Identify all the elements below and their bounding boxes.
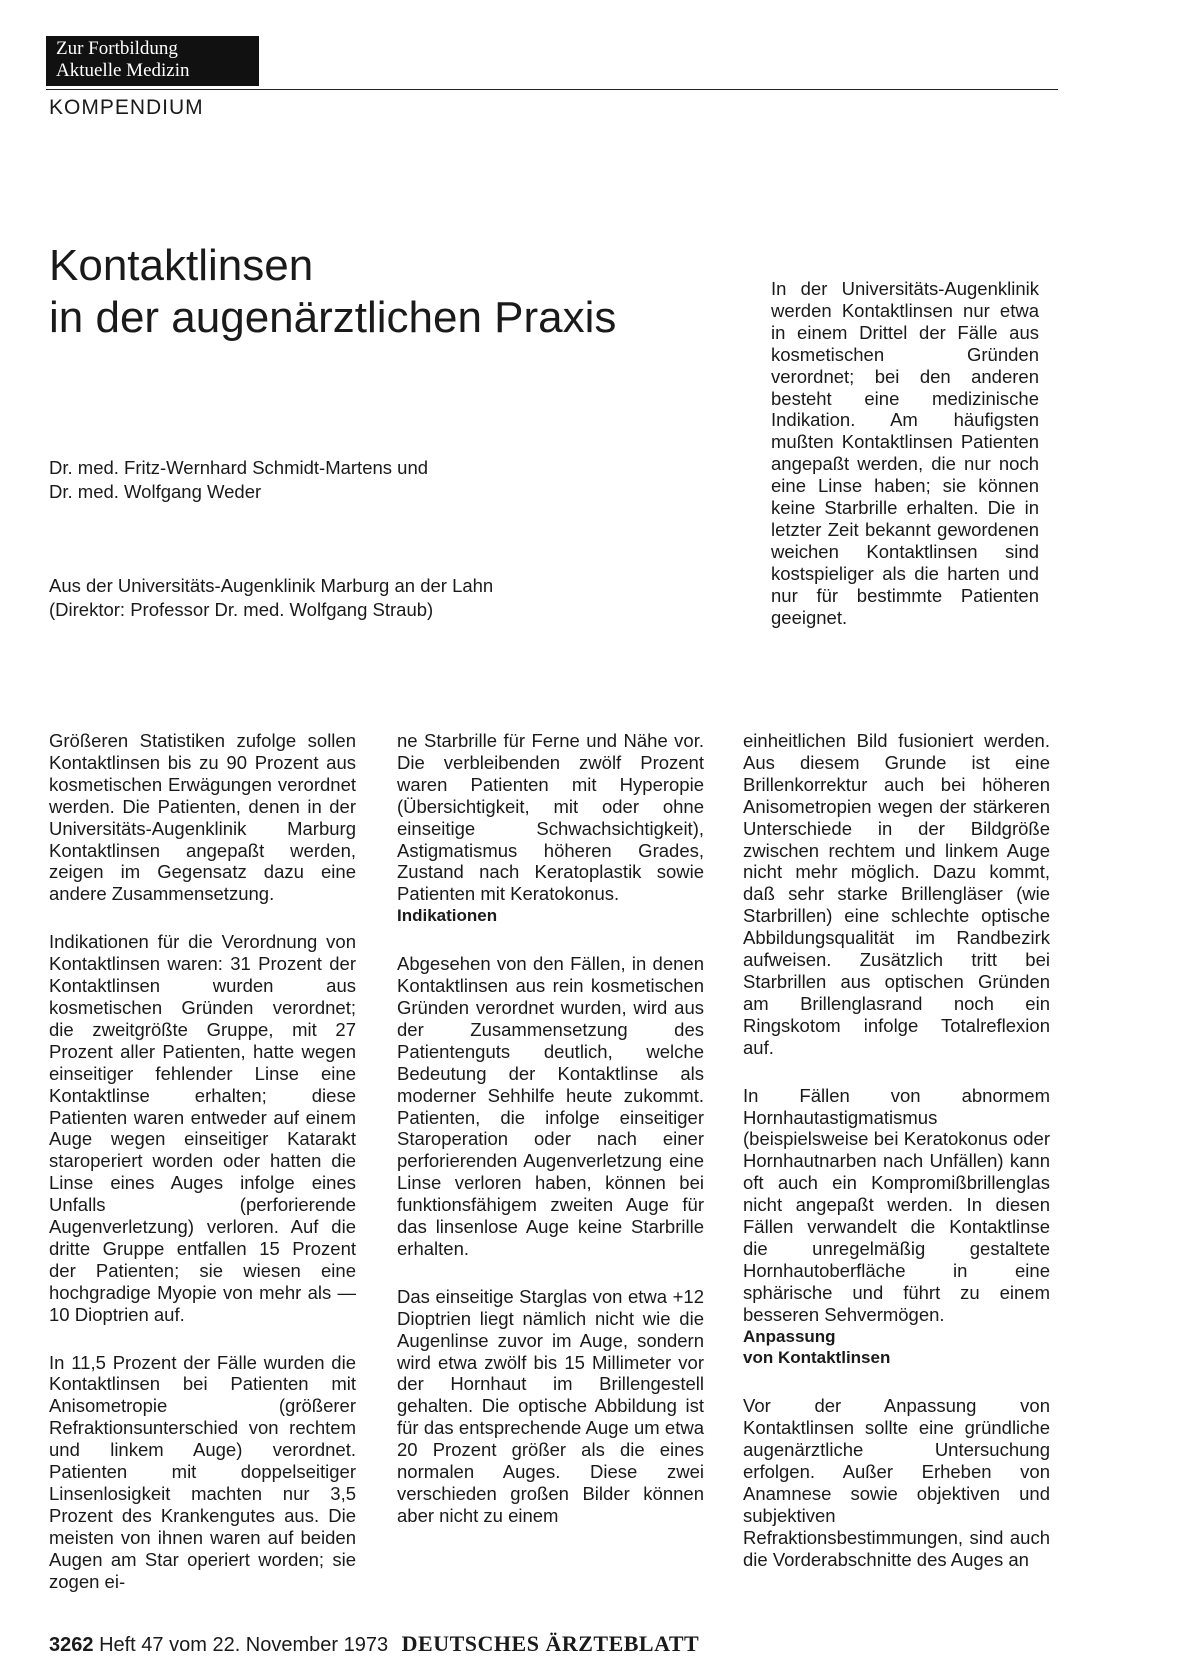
body-column-2 bbox=[397, 730, 704, 1527]
affiliation-line-1: Aus der Universitäts-Augenklinik Marburg an der Lahn bbox=[49, 575, 494, 596]
paragraph: In Fällen von abnormem Hornhautastigmatismus (beispielsweise bei Keratokonus oder Hornhautnarben nach Unfällen) kann oft auch ein Kompromißbrillenglas nicht angepaßt werden. In diesen Fällen verwandelt die Kontaktlinse die unregelmäßig gestaltete Hornhautoberfläche in eine sphärische und führt zu einem besseren Sehvermögen. bbox=[743, 1084, 1050, 1325]
page-footer bbox=[49, 1631, 699, 1657]
paragraph: In 11,5 Prozent der Fälle wurden die Kontaktlinsen bei Patienten mit Anisometropie (größerer Refraktionsunterschied von rechtem und linkem Auge) verordnet. Patienten mit doppelseitiger Linsenlosigkeit machten nur 3,5 Prozent des Krankengutes aus. Die meisten von ihnen waren auf beiden Augen am Star operiert worden; sie zogen ei- bbox=[49, 1351, 356, 1592]
page-number: 3262 bbox=[49, 1634, 94, 1656]
paragraph: einheitlichen Bild fusioniert werden. Aus diesem Grunde ist eine Brillenkorrektur auch bei höheren Anisometropien wegen der stärkeren Unterschiede in der Bildgröße zwischen rechtem und linkem Auge nicht mehr möglich. Dazu kommt, daß sehr starke Brillengläser (wie Starbrillen) eine schlechte optische Abbildungsqualität im Randbezirk aufweisen. Zusätzlich tritt bei Starbrillen aus optischen Gründen am Brillenglasrand noch ein Ringskotom infolge Totalreflexion auf. bbox=[743, 730, 1050, 1058]
label-line-2: Aktuelle Medizin bbox=[56, 60, 190, 81]
journal-name: DEUTSCHES ÄRZTEBLATT bbox=[401, 1631, 700, 1656]
abstract: In der Universitäts-Augenklinik werden Kontaktlinsen nur etwa in einem Drittel der Fälle aus kosmetischen Gründen verordnet; bei den anderen besteht eine medizinische Indikation. Am häufigsten mußten Kontaktlinsen Patienten angepaßt werden, die nur noch eine Linse haben; sie können keine Starbrille erhalten. Die in letzter Zeit bekannt gewordenen weichen Kontaktlinsen sind kostspieliger als die harten und nur für bestimmte Patienten geeignet. bbox=[771, 278, 1039, 628]
paragraph: ne Starbrille für Ferne und Nähe vor. Die verbleibenden zwölf Prozent waren Patienten mit Hyperopie (Übersichtigkeit, mit oder ohne einseitige Schwachsichtigkeit), Astigmatismus höheren Grades, Zustand nach Keratoplastik sowie Patienten mit Keratokonus. bbox=[397, 730, 704, 905]
article-title bbox=[49, 240, 616, 344]
header-divider bbox=[46, 89, 1058, 90]
author-line-2: Dr. med. Wolfgang Weder bbox=[49, 481, 262, 502]
affiliation-line-2: (Direktor: Professor Dr. med. Wolfgang Straub) bbox=[49, 599, 434, 620]
subheading-line-1: Anpassung bbox=[743, 1326, 836, 1346]
subheading-indikationen: Indikationen bbox=[397, 906, 498, 926]
subheading-line-2: von Kontaktlinsen bbox=[743, 1348, 891, 1368]
paragraph: Indikationen für die Verordnung von Kontaktlinsen waren: 31 Prozent der Kontaktlinsen wurden aus kosmetischen Gründen verordnet; die zweitgrößte Gruppe, mit 27 Prozent aller Patienten, hatte wegen einseitiger fehlender Linse eine Kontaktlinse erhalten; diese Patienten waren entweder auf einem Auge wegen einseitiger Katarakt staroperiert worden oder hatten die Linse eines Auges infolge eines Unfalls (perforierende Augenverletzung) verloren. Auf die dritte Gruppe entfallen 15 Prozent der Patienten; sie wiesen eine hochgradige Myopie von mehr als —10 Dioptrien auf. bbox=[49, 931, 356, 1325]
paragraph: Vor der Anpassung von Kontaktlinsen sollte eine gründliche augenärztliche Untersuchung erfolgen. Außer Erheben von Anamnese sowie objektiven und subjektiven Refraktionsbestimmungen, sind auch die Vorderabschnitte des Auges an bbox=[743, 1395, 1050, 1570]
title-line-2: in der augenärztlichen Praxis bbox=[49, 293, 617, 342]
subheading-anpassung bbox=[743, 1326, 1050, 1370]
label-line-1: Zur Fortbildung bbox=[56, 38, 178, 59]
issue-info: Heft 47 vom 22. November 1973 bbox=[99, 1634, 389, 1656]
paragraph: Das einseitige Starglas von etwa +12 Dioptrien liegt nämlich nicht wie die Augenlinse zuvor im Auge, sondern wird etwa zwölf bis 15 Millimeter vor der Hornhaut im Brillengestell gehalten. Die optische Abbildung ist für das entsprechende Auge um etwa 20 Prozent größer als die eines normalen Auges. Diese zwei verschieden großen Bilder können aber nicht zu einem bbox=[397, 1285, 704, 1526]
authors bbox=[49, 456, 428, 504]
body-column-1 bbox=[49, 730, 356, 1593]
affiliation bbox=[49, 574, 493, 622]
paragraph: Abgesehen von den Fällen, in denen Kontaktlinsen aus rein kosmetischen Gründen verordnet wurden, wird aus der Zusammensetzung des Patientenguts deutlich, welche Bedeutung der Kontaktlinse als moderner Sehhilfe heute zukommt. Patienten, die infolge einseitiger Staroperation oder nach einer perforierenden Augenverletzung eine Linse verloren haben, können bei funktionsfähigem zweiten Auge für das linsenlose Auge keine Starbrille erhalten. bbox=[397, 953, 704, 1259]
section-heading: KOMPENDIUM bbox=[49, 96, 204, 119]
body-column-3 bbox=[743, 730, 1050, 1571]
paragraph: Größeren Statistiken zufolge sollen Kontaktlinsen bis zu 90 Prozent aus kosmetischen Erwägungen verordnet werden. Die Patienten, denen in der Universitäts-Augenklinik Marburg Kontaktlinsen angepaßt werden, zeigen im Gegensatz dazu eine andere Zusammensetzung. bbox=[49, 730, 356, 905]
author-line-1: Dr. med. Fritz-Wernhard Schmidt-Martens und bbox=[49, 457, 429, 478]
title-line-1: Kontaktlinsen bbox=[49, 241, 314, 290]
section-label-box bbox=[46, 36, 259, 86]
